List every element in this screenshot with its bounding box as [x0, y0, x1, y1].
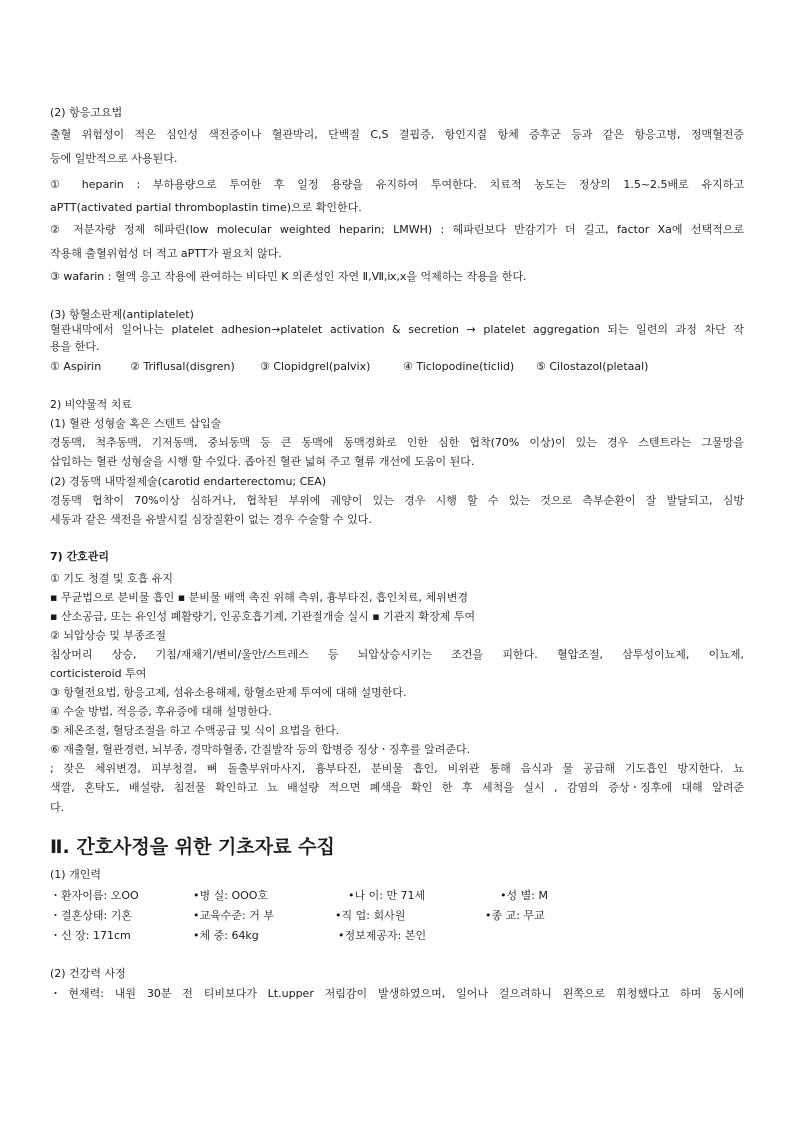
- lmwh-line-1: ② 저분자량 정제 헤파린(low molecular weighted heparin; LMWH) : 헤파린보다 반감기가 더 길고, factor Xa에 선택적으로: [50, 223, 744, 236]
- nursing-line-8: ④ 수술 방법, 적응증, 후유증에 대해 설명한다.: [50, 705, 272, 718]
- patient-age: •나 이: 만 71세: [348, 889, 426, 902]
- nursing-line-1: ① 기도 청결 및 호흡 유지: [50, 572, 173, 585]
- stent-heading: (1) 혈관 성형술 혹은 스텐트 삽입술: [50, 417, 222, 430]
- icp-line: 침상머리 상승, 기침/재채기/변비/울안/스트레스 등 뇌압상승시키는 조건을 피한다. 혈압조절, 삼투성이뇨제, 이뇨제,: [50, 648, 744, 661]
- education-level: •교육수준: 거 부: [193, 909, 274, 922]
- marital-status: ・결혼상태: 기혼: [50, 909, 132, 922]
- antiplatelet-desc-line-2: 용을 한다.: [50, 340, 100, 353]
- anticoag-desc-line-1: 출혈 위험성이 적은 심인성 색전증이나 혈관박리, 단백질 C,S 결핍증, 항인지질 항체 증후군 등과 같은 항응고병, 정맥혈전증: [50, 128, 744, 141]
- health-history-heading: (2) 건강력 사정: [50, 967, 126, 980]
- nonpharm-heading: 2) 비약물적 치료: [50, 398, 133, 411]
- warfarin-line: ③ wafarin : 혈액 응고 작용에 관여하는 비타민 K 의존성인 자연 Ⅱ,Ⅶ,ⅸ,ⅹ을 억제하는 작용을 한다.: [50, 270, 527, 283]
- nursing-line-6: corticisteroid 투여: [50, 667, 147, 680]
- nursing-final-line-3: 다.: [50, 801, 65, 814]
- cea-desc-line-2: 세동과 같은 색전을 유발시킬 심장질환이 없는 경우 수술할 수 있다.: [50, 513, 372, 526]
- nursing-final-line-2: 색깔, 혼탁도, 배설량, 침전물 확인하고 뇨 배설량 적으면 폐색을 확인 한 후 세척을 실시 , 감염의 증상ㆍ징후에 대해 알려준: [50, 781, 744, 794]
- drug-aspirin: ① Aspirin: [50, 360, 102, 373]
- patient-sex: •성 별: M: [500, 889, 548, 902]
- patient-weight: •체 중: 64kg: [193, 929, 259, 942]
- nursing-line-7: ③ 항혈전요법, 항응고제, 섬유소용해제, 항혈소판제 투여에 대해 설명한다.: [50, 686, 407, 699]
- information-provider: •정보제공자: 본인: [338, 929, 427, 942]
- section2-title: Ⅱ. 간호사정을 위한 기초자료 수집: [50, 836, 335, 858]
- nursing-line-9: ⑤ 체온조절, 혈당조절을 하고 수액공급 및 식이 요법을 한다.: [50, 724, 340, 737]
- drug-ticlopodine: ④ Ticlopodine(ticlid): [403, 360, 515, 373]
- stent-desc-line-2: 삽입하는 혈관 성형술을 시행 할 수있다. 좁아진 혈관 넓혀 주고 혈류 개선에 도움이 된다.: [50, 455, 475, 468]
- drug-cilostazol: ⑤ Cilostazol(pletaal): [536, 360, 649, 373]
- personal-row-2: [50, 909, 744, 923]
- antiplatelet-heading: (3) 항혈소판제(antiplatelet): [50, 308, 194, 321]
- lmwh-line-2: 작용해 출혈위험성 더 적고 aPTT가 필요치 않다.: [50, 247, 282, 260]
- nursing-line-10: ⑥ 재출혈, 혈관경련, 뇌부종, 경막하혈종, 간질발작 등의 합병증 징상ㆍ징후를 알려준다.: [50, 743, 471, 756]
- heparin-line-1: ① heparin : 부하용량으로 투여한 후 일정 용량을 유지하여 투여한다. 치료적 농도는 정상의 1.5~2.5배로 유지하고: [50, 178, 744, 191]
- nursing-line-3: ▪ 산소공급, 또는 유인성 폐활량기, 인공호흡기계, 기관절개술 실시 ▪ 기관지 확장제 투여: [50, 610, 476, 623]
- nursing-line-4: ② 뇌압상승 및 부종조절: [50, 629, 166, 642]
- occupation: •직 업: 회사원: [335, 909, 406, 922]
- religion: •종 교: 무교: [485, 909, 545, 922]
- patient-name: ・환자이름: 오OO: [50, 889, 139, 902]
- heparin-line-2: aPTT(activated partial thromboplastin time)으로 확인한다.: [50, 201, 362, 214]
- present-illness-line: ・현재력: 내원 30분 전 티비보다가 Lt.upper 저림감이 발생하였으며, 일어나 걸으려하니 왼쪽으로 휘청했다고 하며 동시에: [50, 987, 744, 1000]
- antiplatelet-drug-list: [50, 360, 744, 374]
- nursing-line-2: ▪ 무균법으로 분비물 흡인 ▪ 분비물 배액 촉진 위해 측위, 흉부타진, 흡인치료, 체위변경: [50, 591, 469, 604]
- drug-clopidgrel: ③ Clopidgrel(palvix): [260, 360, 371, 373]
- nursing-final-line-1: ; 잦은 체위변경, 피부청결, 뼈 돌출부위마사지, 흉부타진, 분비물 흡인, 비위관 통해 음식과 물 공급해 기도흡인 방지한다. 뇨: [50, 762, 744, 775]
- stent-desc-line-1: 경동맥, 척추동맥, 기저동맥, 중뇌동맥 등 큰 동맥에 동맥경화로 인한 심한 협착(70% 이상)이 있는 경우 스텐트라는 그물망을: [50, 436, 744, 449]
- cea-heading: (2) 경동맥 내막절제술(carotid endarterectomu; CEA): [50, 475, 327, 488]
- personal-row-1: [50, 889, 744, 903]
- anticoag-heading: (2) 항응고요법: [50, 106, 123, 119]
- patient-height: ・신 장: 171cm: [50, 929, 131, 942]
- cea-desc-line-1: 경동맥 협착이 70%이상 심하거나, 협착된 부위에 궤양이 있는 경우 시행 할 수 있는 것으로 측부순환이 잘 발달되고, 심방: [50, 494, 744, 507]
- personal-row-3: [50, 929, 744, 943]
- nursing-heading: 7) 간호관리: [50, 550, 110, 563]
- drug-triflusal: ② Triflusal(disgren): [130, 360, 235, 373]
- personal-history-heading: (1) 개인력: [50, 868, 101, 881]
- antiplatelet-desc-line-1: 혈관내막에서 일어나는 platelet adhesion→platelet activation & secretion → platelet aggregation 되는 일련의 과정 차단 작: [50, 323, 744, 336]
- anticoag-desc-line-2: 등에 일반적으로 사용된다.: [50, 152, 178, 165]
- patient-room: •병 실: OOO호: [193, 889, 269, 902]
